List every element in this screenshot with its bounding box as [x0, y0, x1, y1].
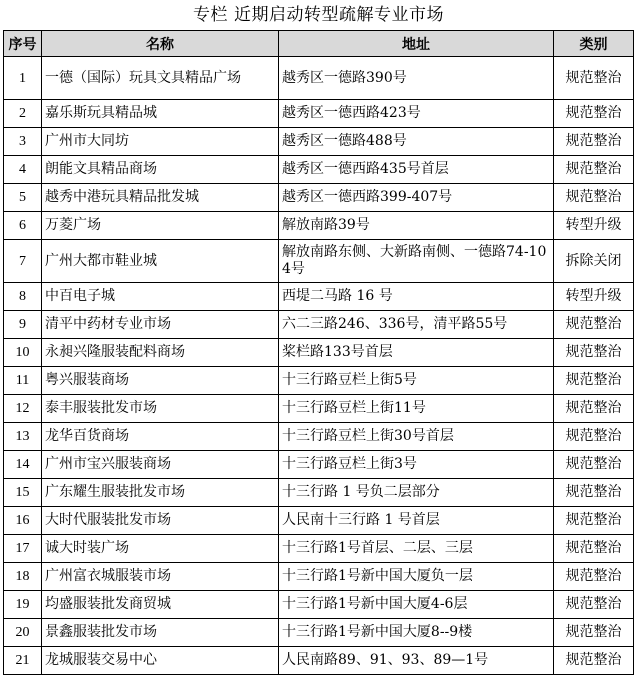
row-address: 十三行路豆栏上街3号 — [279, 451, 554, 479]
table-row — [4, 395, 634, 423]
row-no: 17 — [4, 535, 42, 563]
row-name: 永昶兴隆服装配料商场 — [42, 339, 279, 367]
market-table — [3, 30, 634, 675]
row-address: 十三行路1号新中国大厦8--9楼 — [279, 619, 554, 647]
table-row — [4, 451, 634, 479]
row-address: 六二三路246、336号，清平路55号 — [279, 311, 554, 339]
row-address: 越秀区一德西路423号 — [279, 100, 554, 128]
row-category: 拆除关闭 — [554, 240, 634, 283]
row-no: 7 — [4, 240, 42, 283]
row-category: 转型升级 — [554, 283, 634, 311]
row-category: 规范整治 — [554, 339, 634, 367]
row-category: 规范整治 — [554, 128, 634, 156]
row-category: 规范整治 — [554, 184, 634, 212]
row-name: 中百电子城 — [42, 283, 279, 311]
row-address: 越秀区一德西路399-407号 — [279, 184, 554, 212]
row-name: 龙城服装交易中心 — [42, 647, 279, 675]
page-title: 专栏 近期启动转型疏解专业市场 — [193, 5, 444, 25]
row-address: 越秀区一德西路435号首层 — [279, 156, 554, 184]
row-no: 6 — [4, 212, 42, 240]
header-category: 类别 — [554, 31, 634, 57]
row-address: 人民南十三行路 1 号首层 — [279, 507, 554, 535]
row-category: 规范整治 — [554, 591, 634, 619]
row-address: 越秀区一德路390号 — [279, 57, 554, 100]
table-row — [4, 535, 634, 563]
table-row — [4, 339, 634, 367]
row-no: 19 — [4, 591, 42, 619]
table-row — [4, 311, 634, 339]
row-no: 2 — [4, 100, 42, 128]
row-no: 14 — [4, 451, 42, 479]
table-row — [4, 591, 634, 619]
table-row — [4, 283, 634, 311]
row-category: 规范整治 — [554, 619, 634, 647]
row-no: 3 — [4, 128, 42, 156]
table-row — [4, 507, 634, 535]
row-no: 1 — [4, 57, 42, 100]
row-no: 11 — [4, 367, 42, 395]
row-address: 十三行路豆栏上街30号首层 — [279, 423, 554, 451]
row-name: 龙华百货商场 — [42, 423, 279, 451]
table-row — [4, 647, 634, 675]
row-name: 广州富衣城服装市场 — [42, 563, 279, 591]
row-no: 18 — [4, 563, 42, 591]
table-row — [4, 128, 634, 156]
table-row — [4, 184, 634, 212]
row-address: 十三行路豆栏上街5号 — [279, 367, 554, 395]
row-address: 解放南路东侧、大新路南侧、一德路74-104号 — [279, 240, 554, 283]
row-name: 均盛服装批发商贸城 — [42, 591, 279, 619]
row-name: 广州市宝兴服装商场 — [42, 451, 279, 479]
row-name: 清平中药材专业市场 — [42, 311, 279, 339]
row-address: 十三行路豆栏上街11号 — [279, 395, 554, 423]
row-no: 20 — [4, 619, 42, 647]
row-category: 规范整治 — [554, 647, 634, 675]
header-name: 名称 — [42, 31, 279, 57]
row-address: 人民南路89、91、93、89—1号 — [279, 647, 554, 675]
row-category: 规范整治 — [554, 100, 634, 128]
row-no: 10 — [4, 339, 42, 367]
row-address: 西堤二马路 16 号 — [279, 283, 554, 311]
row-address: 解放南路39号 — [279, 212, 554, 240]
row-category: 规范整治 — [554, 395, 634, 423]
row-address: 十三行路1号首层、二层、三层 — [279, 535, 554, 563]
row-no: 8 — [4, 283, 42, 311]
row-category: 规范整治 — [554, 563, 634, 591]
table-row — [4, 423, 634, 451]
row-no: 13 — [4, 423, 42, 451]
row-category: 规范整治 — [554, 535, 634, 563]
row-name: 粤兴服装商场 — [42, 367, 279, 395]
row-category: 规范整治 — [554, 423, 634, 451]
table-row — [4, 57, 634, 100]
row-name: 嘉乐斯玩具精品城 — [42, 100, 279, 128]
row-no: 4 — [4, 156, 42, 184]
row-name: 朗能文具精品商场 — [42, 156, 279, 184]
row-address: 越秀区一德路488号 — [279, 128, 554, 156]
row-no: 12 — [4, 395, 42, 423]
row-no: 5 — [4, 184, 42, 212]
row-name: 一德（国际）玩具文具精品广场 — [42, 57, 279, 100]
header-address: 地址 — [279, 31, 554, 57]
row-no: 15 — [4, 479, 42, 507]
row-name: 大时代服装批发市场 — [42, 507, 279, 535]
table-row — [4, 100, 634, 128]
table-row — [4, 367, 634, 395]
table-row — [4, 240, 634, 283]
row-address: 十三行路1号新中国大厦负一层 — [279, 563, 554, 591]
table-header-row — [4, 31, 634, 57]
table-row — [4, 563, 634, 591]
row-category: 规范整治 — [554, 311, 634, 339]
row-name: 广州大都市鞋业城 — [42, 240, 279, 283]
row-no: 21 — [4, 647, 42, 675]
row-name: 诚大时装广场 — [42, 535, 279, 563]
row-no: 16 — [4, 507, 42, 535]
row-address: 十三行路1号新中国大厦4-6层 — [279, 591, 554, 619]
row-name: 广东耀生服装批发市场 — [42, 479, 279, 507]
row-address: 桨栏路133号首层 — [279, 339, 554, 367]
header-no: 序号 — [4, 31, 42, 57]
row-category: 规范整治 — [554, 479, 634, 507]
row-address: 十三行路 1 号负二层部分 — [279, 479, 554, 507]
table-row — [4, 619, 634, 647]
row-category: 规范整治 — [554, 451, 634, 479]
table-row — [4, 212, 634, 240]
row-name: 泰丰服装批发市场 — [42, 395, 279, 423]
row-category: 规范整治 — [554, 367, 634, 395]
row-category: 规范整治 — [554, 57, 634, 100]
row-category: 规范整治 — [554, 156, 634, 184]
row-category: 规范整治 — [554, 507, 634, 535]
table-row — [4, 479, 634, 507]
row-name: 景鑫服装批发市场 — [42, 619, 279, 647]
row-no: 9 — [4, 311, 42, 339]
row-name: 万菱广场 — [42, 212, 279, 240]
table-row — [4, 156, 634, 184]
row-name: 广州市大同坊 — [42, 128, 279, 156]
row-name: 越秀中港玩具精品批发城 — [42, 184, 279, 212]
row-category: 转型升级 — [554, 212, 634, 240]
